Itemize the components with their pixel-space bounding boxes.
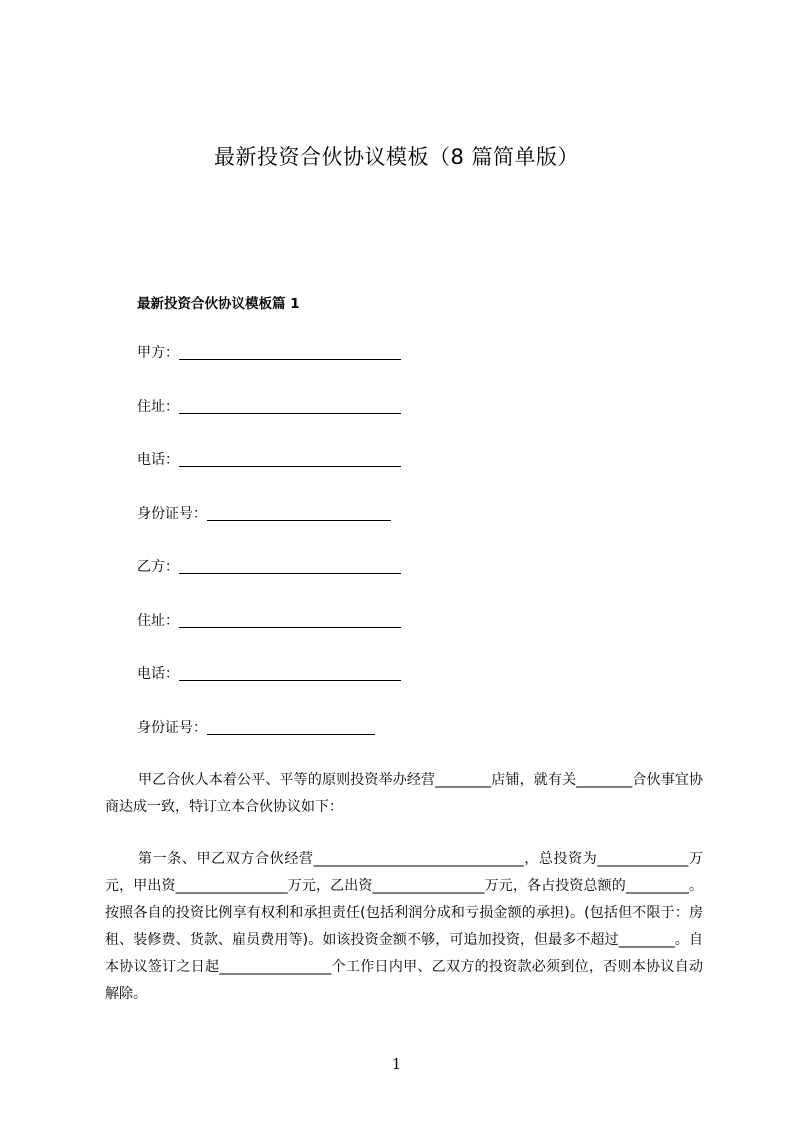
- party-a-name-field: [137, 343, 401, 363]
- party-a-address-blank: [179, 398, 401, 414]
- party-b-id-label: 身份证号：: [137, 720, 207, 736]
- party-a-id-blank: [207, 505, 391, 521]
- section-heading: 最新投资合伙协议模板篇 1: [137, 296, 300, 312]
- party-b-id-field: [137, 718, 375, 738]
- party-a-address-field: [137, 397, 401, 417]
- party-b-phone-blank: [179, 665, 401, 681]
- party-b-id-blank: [207, 719, 375, 735]
- paragraph-text: 甲乙合伙人本着公平、平等的原则投资举办经营________店铺，就有关________合伙事宜协商达成一致，特订立本合伙协议如下：: [105, 772, 703, 815]
- party-a-address-label: 住址：: [137, 399, 179, 415]
- party-a-phone-field: [137, 450, 401, 470]
- party-b-name-blank: [179, 558, 401, 574]
- party-b-address-blank: [179, 612, 401, 628]
- party-b-phone-field: [137, 664, 401, 684]
- party-b-address-label: 住址：: [137, 613, 179, 629]
- document-title: 最新投资合伙协议模板（8 篇简单版）: [213, 145, 580, 169]
- party-a-id-label: 身份证号：: [137, 506, 207, 522]
- party-a-phone-blank: [179, 451, 401, 467]
- party-b-phone-label: 电话：: [137, 666, 179, 682]
- page-number: 1: [391, 1055, 402, 1073]
- party-b-name-label: 乙方：: [137, 559, 179, 575]
- paragraph-text: 第一条、甲乙双方合伙经营______________________________，总投资为_____________万元，甲出资________________万元，乙出资________________万元，各占投资总额的_________。按照各自的投资比例享有权利和承担责任(包括利润分成和亏损金额的承担)。(包括但不限于：房租、装修费、货款、雇员费用等)。如该投资金额不够，可追加投资，但最多不超过________。自本协议签订之日起________________个工作日内甲、乙双方的投资款必须到位，否则本协议自动解除。: [105, 851, 703, 1002]
- party-a-id-field: [137, 504, 391, 524]
- paragraph-preamble: [105, 767, 703, 821]
- party-a-name-label: 甲方：: [137, 345, 179, 361]
- party-b-address-field: [137, 611, 401, 631]
- party-a-name-blank: [179, 344, 401, 360]
- party-a-phone-label: 电话：: [137, 452, 179, 468]
- party-b-name-field: [137, 557, 401, 577]
- paragraph-article-1: [105, 846, 703, 1008]
